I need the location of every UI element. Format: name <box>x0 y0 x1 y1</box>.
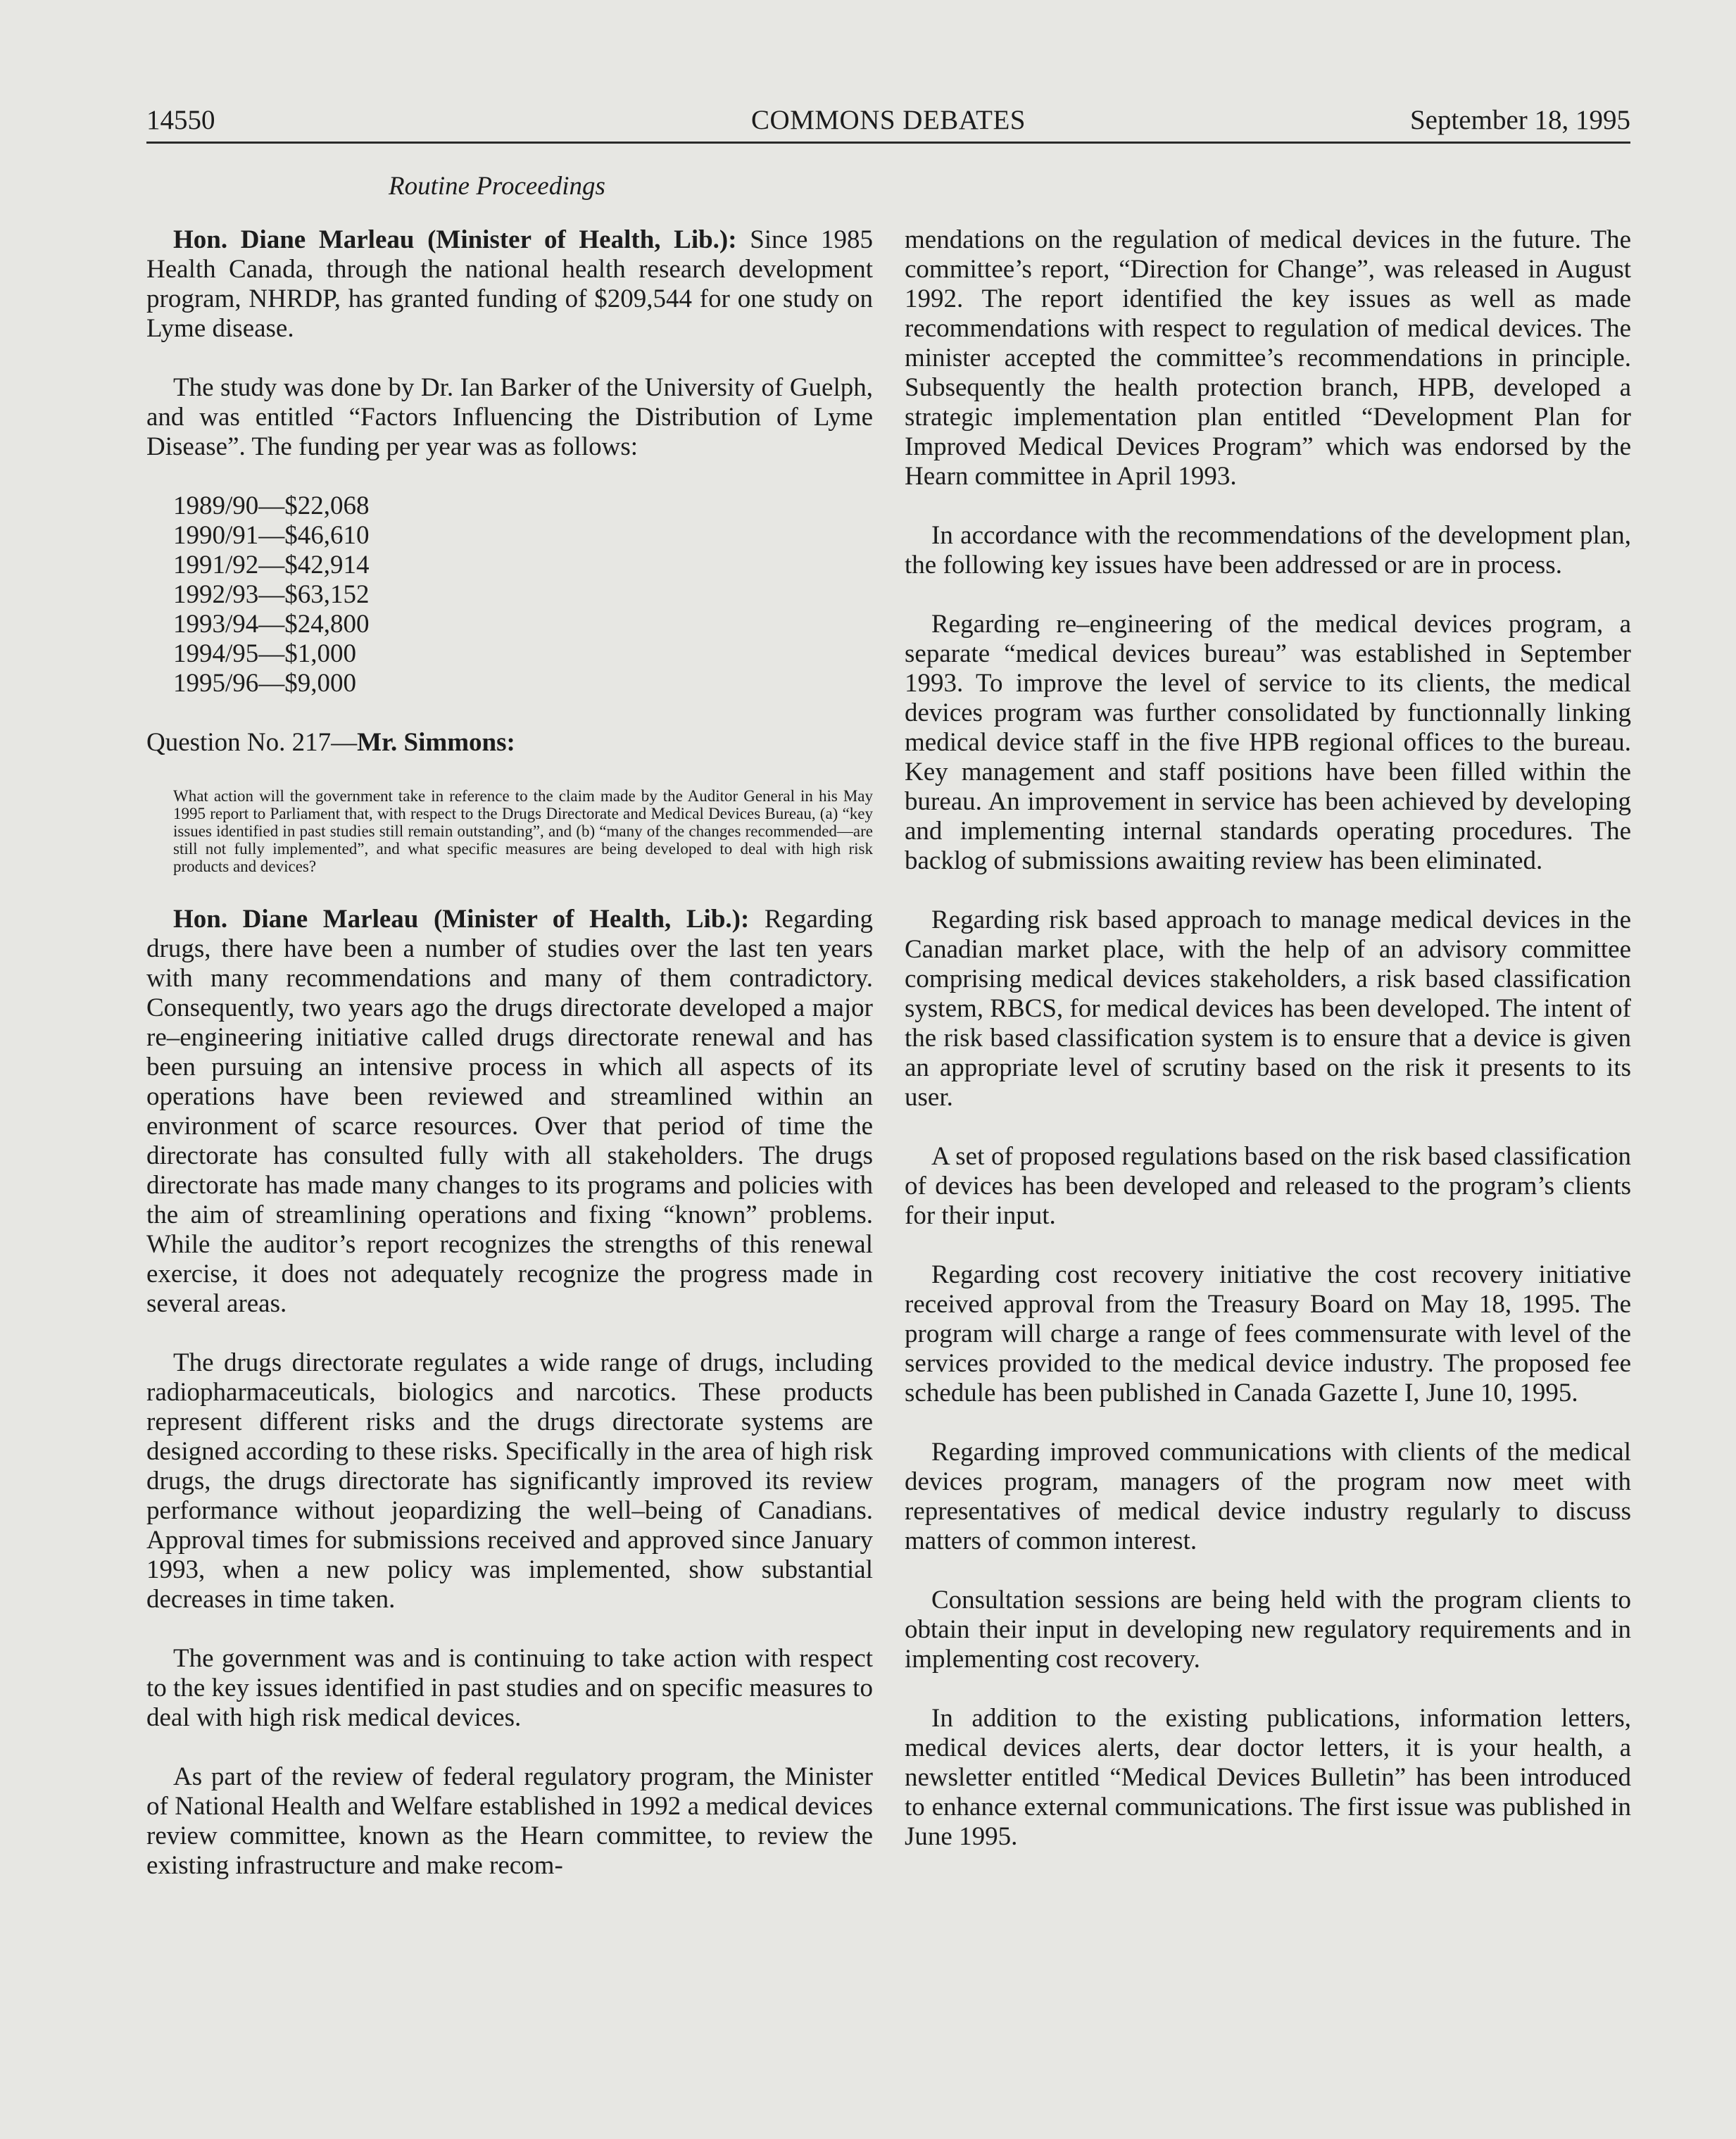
paragraph: The drugs directorate regulates a wide range of drugs, including radiopharmaceuticals, biologics and narcotics. These products represent different risks and the drugs directorate systems are designed according to these risks. Specifically in the area of high risk drugs, the drugs directorate has significantly improved its review performance without jeopardizing the well–being of Canadians. Approval times for submissions received and approved since January 1993, when a new policy was implemented, show substantial decreases in time taken. <box>146 1348 873 1614</box>
question-text: What action will the government take in reference to the claim made by the Auditor General in his May 1995 report to Parliament that, with respect to the Drugs Directorate and Medical Devices Bureau, (a) “key issues identified in past studies still remain outstanding”, and (b) “many of the changes recommended—are still not fully implemented”, and what specific measures are being developed to deal with high risk products and devices? <box>173 787 873 875</box>
speaker-name: Hon. Diane Marleau (Minister of Health, Lib.): <box>173 225 737 254</box>
paragraph-text: Regarding drugs, there have been a number of studies over the last ten years with many recommendations and many of them contradictory. Consequently, two years ago the drugs directorate developed a major re–engineering initiative called drugs directorate renewal and has been pursuing an intensive process in which all aspects of its operations have been reviewed and streamlined within an environment of scarce resources. Over that period of time the directorate has consulted fully with all stakeholders. The drugs directorate has made many changes to its programs and policies with the aim of streamlining operations and fixing “known” problems. While the auditor’s report recognizes the strengths of this renewal exercise, it does not adequately recognize the progress made in several areas. <box>146 905 874 1318</box>
publication-title: COMMONS DEBATES <box>751 105 1026 135</box>
funding-item: 1993/94—$24,800 <box>173 610 370 639</box>
paragraph: mendations on the regulation of medical devices in the future. The committee’s report, “Direction for Change”, was released in August 1992. The report identified the key issues as well as made recommendations with respect to regulation of medical devices. The minister accepted the committee’s recommendations in principle. Subsequently the health protection branch, HPB, developed a strategic implementation plan entitled “Development Plan for Improved Medical Devices Program” which was endorsed by the Hearn committee in April 1993. <box>905 225 1631 491</box>
page-number: 14550 <box>146 105 215 135</box>
question-member: Mr. Simmons: <box>357 728 515 757</box>
paragraph: In addition to the existing publications, information letters, medical devices alerts, dear doctor letters, it is your health, a newsletter entitled “Medical Devices Bulletin” has been introduced to enhance external communications. The first issue was published in June 1995. <box>905 1704 1631 1851</box>
paragraph <box>146 905 873 1319</box>
funding-item: 1992/93—$63,152 <box>173 580 370 609</box>
funding-item: 1990/91—$46,610 <box>173 521 370 550</box>
speaker-name: Hon. Diane Marleau (Minister of Health, Lib.): <box>173 905 750 934</box>
paragraph: A set of proposed regulations based on the risk based classification of devices has been developed and released to the program’s clients for their input. <box>905 1142 1631 1230</box>
paragraph: The government was and is continuing to take action with respect to the key issues identified in past studies and on specific measures to deal with high risk medical devices. <box>146 1644 873 1732</box>
question-heading <box>146 728 873 758</box>
paragraph: Regarding improved communications with clients of the medical devices program, managers of the program now meet with representatives of medical device industry regularly to discuss matters of common interest. <box>905 1438 1631 1555</box>
paragraph: Regarding risk based approach to manage medical devices in the Canadian market place, with the help of an advisory committee comprising medical devices stakeholders, a risk based classification system, RBCS, for medical devices has been developed. The intent of the risk based classification system is to ensure that a device is given an appropriate level of scrutiny based on the risk it presents to its user. <box>905 905 1631 1112</box>
paragraph: The study was done by Dr. Ian Barker of the University of Guelph, and was entitled “Factors Influencing the Distribution of Lyme Disease”. The funding per year was as follows: <box>146 373 873 461</box>
paragraph: In accordance with the recommendations of the development plan, the following key issues have been addressed or are in process. <box>905 521 1631 579</box>
page-header <box>146 104 1630 137</box>
right-column <box>905 225 1631 1881</box>
question-number: Question No. 217— <box>146 728 358 757</box>
funding-item: 1989/90—$22,068 <box>173 491 370 520</box>
left-column <box>146 225 873 1910</box>
header-rule <box>146 142 1630 144</box>
paragraph: Consultation sessions are being held with the program clients to obtain their input in developing new regulatory requirements and in implementing cost recovery. <box>905 1586 1631 1674</box>
funding-item: 1994/95—$1,000 <box>173 639 357 668</box>
section-title: Routine Proceedings <box>389 172 605 201</box>
paragraph: Regarding re–engineering of the medical devices program, a separate “medical devices bureau” was established in September 1993. To improve the level of service to its clients, the medical devices program was further consolidated by functionnally linking medical device staff in the five HPB regional offices to the bureau. Key management and staff positions have been filled within the bureau. An improvement in service has been achieved by developing and implementing internal standards operating procedures. The backlog of submissions awaiting review has been eliminated. <box>905 610 1631 875</box>
paragraph <box>146 225 873 344</box>
funding-item: 1995/96—$9,000 <box>173 669 357 698</box>
paragraph: As part of the review of federal regulatory program, the Minister of National Health and Welfare established in 1992 a medical devices review committee, known as the Hearn committee, to review the existing infrastructure and make recom- <box>146 1762 873 1880</box>
paragraph-text: Since 1985 Health Canada, through the national health research development program, NHRDP, has granted funding of $209,544 for one study on Lyme disease. <box>146 225 874 343</box>
header-date: September 18, 1995 <box>1409 105 1630 135</box>
funding-item: 1991/92—$42,914 <box>173 551 370 579</box>
paragraph: Regarding cost recovery initiative the cost recovery initiative received approval from the Treasury Board on May 18, 1995. The program will charge a range of fees commensurate with level of the services provided to the medical device industry. The proposed fee schedule has been published in Canada Gazette I, June 10, 1995. <box>905 1260 1631 1407</box>
funding-list <box>173 491 873 698</box>
